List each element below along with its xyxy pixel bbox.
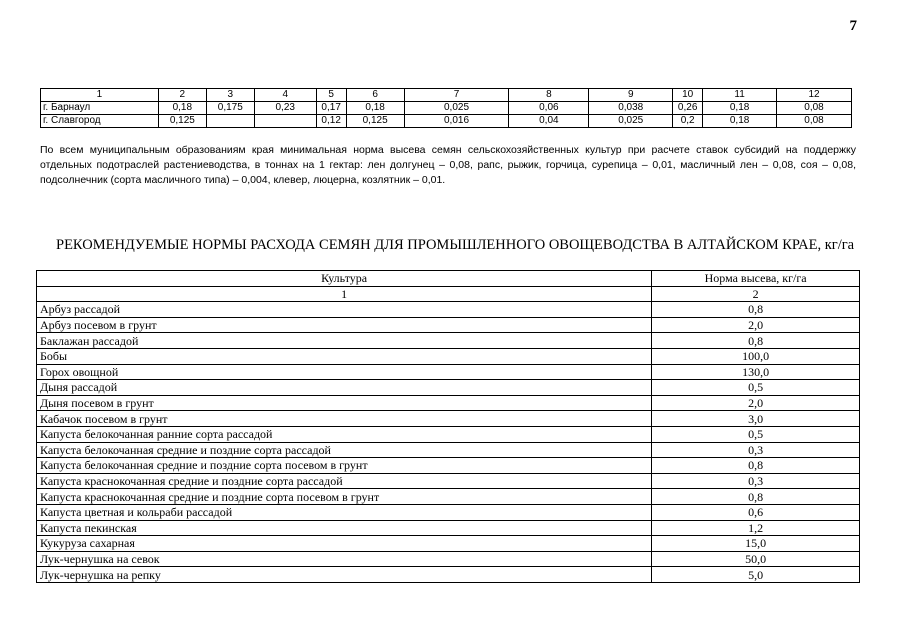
table-row [37, 302, 860, 318]
table-row [37, 317, 860, 333]
seed-rate-cell: 0,6 [652, 504, 860, 520]
table-header-row [37, 271, 860, 287]
column-number-row [37, 286, 860, 302]
table-row [37, 442, 860, 458]
crop-name-cell: Капуста пекинская [37, 520, 652, 536]
table-row [37, 504, 860, 520]
note-paragraph: По всем муниципальным образованиям края минимальная норма высева семян сельскохозяйственных культур при расчете ставок субсидий на поддержку отдельных подотраслей растениеводства, в тоннах на 1 гектар: лен долгунец – 0,08, рапс, рыжик, горчица, сурепица – 0,01, масличный лен – 0,08, соя – 0,08, подсолнечник (сорта масличного типа) – 0,004, клевер, люцерна, козлятник – 0,01. [40, 144, 856, 186]
table-row [37, 473, 860, 489]
column-number-cell: 11 [703, 89, 777, 102]
rate-cell [254, 115, 316, 128]
rate-cell [206, 115, 254, 128]
rate-cell: 0,025 [404, 102, 509, 115]
crop-name-cell: Лук-чернушка на репку [37, 567, 652, 583]
rate-cell: 0,125 [158, 115, 206, 128]
rate-cell: 0,18 [158, 102, 206, 115]
table-row [37, 567, 860, 583]
seed-rate-cell: 1,2 [652, 520, 860, 536]
crop-name-cell: Капуста белокочанная ранние сорта рассадой [37, 426, 652, 442]
city-cell: г. Славгород [41, 115, 159, 128]
seed-rate-cell: 5,0 [652, 567, 860, 583]
seed-rate-cell: 0,3 [652, 473, 860, 489]
column-number-cell: 5 [316, 89, 346, 102]
rate-cell: 0,04 [509, 115, 589, 128]
page-number: 7 [849, 18, 857, 34]
rate-cell: 0,175 [206, 102, 254, 115]
seed-rate-cell: 2,0 [652, 395, 860, 411]
table-row [37, 458, 860, 474]
seed-rate-cell: 0,8 [652, 302, 860, 318]
section-title: РЕКОМЕНДУЕМЫЕ НОРМЫ РАСХОДА СЕМЯН ДЛЯ ПРОМЫШЛЕННОГО ОВОЩЕВОДСТВА В АЛТАЙСКОМ КРАЕ, кг/га [56, 237, 855, 253]
table-row [37, 551, 860, 567]
rate-cell: 0,125 [346, 115, 404, 128]
seed-rate-cell: 100,0 [652, 348, 860, 364]
rate-cell: 0,08 [777, 115, 852, 128]
table-row [37, 395, 860, 411]
crop-name-cell: Дыня рассадой [37, 380, 652, 396]
seed-rate-cell: 0,8 [652, 489, 860, 505]
vegetable-seed-rates-table [36, 270, 860, 583]
seed-rate-cell: 0,5 [652, 380, 860, 396]
column-number-cell: 2 [158, 89, 206, 102]
seed-rate-cell: 3,0 [652, 411, 860, 427]
seed-rate-cell: 130,0 [652, 364, 860, 380]
seed-rate-cell: 0,3 [652, 442, 860, 458]
rate-cell: 0,08 [777, 102, 852, 115]
table-row [41, 102, 852, 115]
column-number-cell: 2 [652, 286, 860, 302]
seed-rate-cell: 0,8 [652, 458, 860, 474]
table-row [37, 333, 860, 349]
seed-rate-cell: 50,0 [652, 551, 860, 567]
table-row [37, 411, 860, 427]
rate-cell: 0,025 [589, 115, 673, 128]
rate-column-header: Норма высева, кг/га [652, 271, 860, 287]
column-number-cell: 7 [404, 89, 509, 102]
table-row [37, 364, 860, 380]
seed-rate-cell: 15,0 [652, 536, 860, 552]
crop-name-cell: Капуста краснокочанная средние и поздние сорта рассадой [37, 473, 652, 489]
seed-rate-cell: 0,8 [652, 333, 860, 349]
seed-rate-cell: 2,0 [652, 317, 860, 333]
table-row [37, 380, 860, 396]
table-row [37, 426, 860, 442]
crop-name-cell: Капуста краснокочанная средние и поздние сорта посевом в грунт [37, 489, 652, 505]
table-row [41, 115, 852, 128]
rate-cell: 0,26 [673, 102, 703, 115]
crop-name-cell: Капуста цветная и кольраби рассадой [37, 504, 652, 520]
rate-cell: 0,18 [703, 102, 777, 115]
rate-cell: 0,038 [589, 102, 673, 115]
table-row [37, 489, 860, 505]
column-number-cell: 4 [254, 89, 316, 102]
column-number-cell: 6 [346, 89, 404, 102]
table-row [37, 520, 860, 536]
rate-cell: 0,18 [703, 115, 777, 128]
seeding-rate-table [40, 88, 852, 128]
crop-name-cell: Арбуз рассадой [37, 302, 652, 318]
table-row [37, 348, 860, 364]
crop-name-cell: Баклажан рассадой [37, 333, 652, 349]
crop-name-cell: Капуста белокочанная средние и поздние сорта рассадой [37, 442, 652, 458]
seed-rate-cell: 0,5 [652, 426, 860, 442]
column-number-cell: 9 [589, 89, 673, 102]
column-number-cell: 12 [777, 89, 852, 102]
rate-cell: 0,06 [509, 102, 589, 115]
city-cell: г. Барнаул [41, 102, 159, 115]
rate-cell: 0,12 [316, 115, 346, 128]
table-row [37, 536, 860, 552]
column-number-cell: 3 [206, 89, 254, 102]
column-number-cell: 1 [41, 89, 159, 102]
crop-name-cell: Кукуруза сахарная [37, 536, 652, 552]
crop-name-cell: Арбуз посевом в грунт [37, 317, 652, 333]
crop-name-cell: Дыня посевом в грунт [37, 395, 652, 411]
rate-cell: 0,17 [316, 102, 346, 115]
column-number-cell: 8 [509, 89, 589, 102]
crop-name-cell: Капуста белокочанная средние и поздние сорта посевом в грунт [37, 458, 652, 474]
crop-name-cell: Лук-чернушка на севок [37, 551, 652, 567]
table-header-row [41, 89, 852, 102]
rate-cell: 0,18 [346, 102, 404, 115]
rate-cell: 0,23 [254, 102, 316, 115]
column-number-cell: 1 [37, 286, 652, 302]
crop-name-cell: Горох овощной [37, 364, 652, 380]
crop-name-cell: Бобы [37, 348, 652, 364]
crop-column-header: Культура [37, 271, 652, 287]
rate-cell: 0,016 [404, 115, 509, 128]
column-number-cell: 10 [673, 89, 703, 102]
crop-name-cell: Кабачок посевом в грунт [37, 411, 652, 427]
rate-cell: 0,2 [673, 115, 703, 128]
